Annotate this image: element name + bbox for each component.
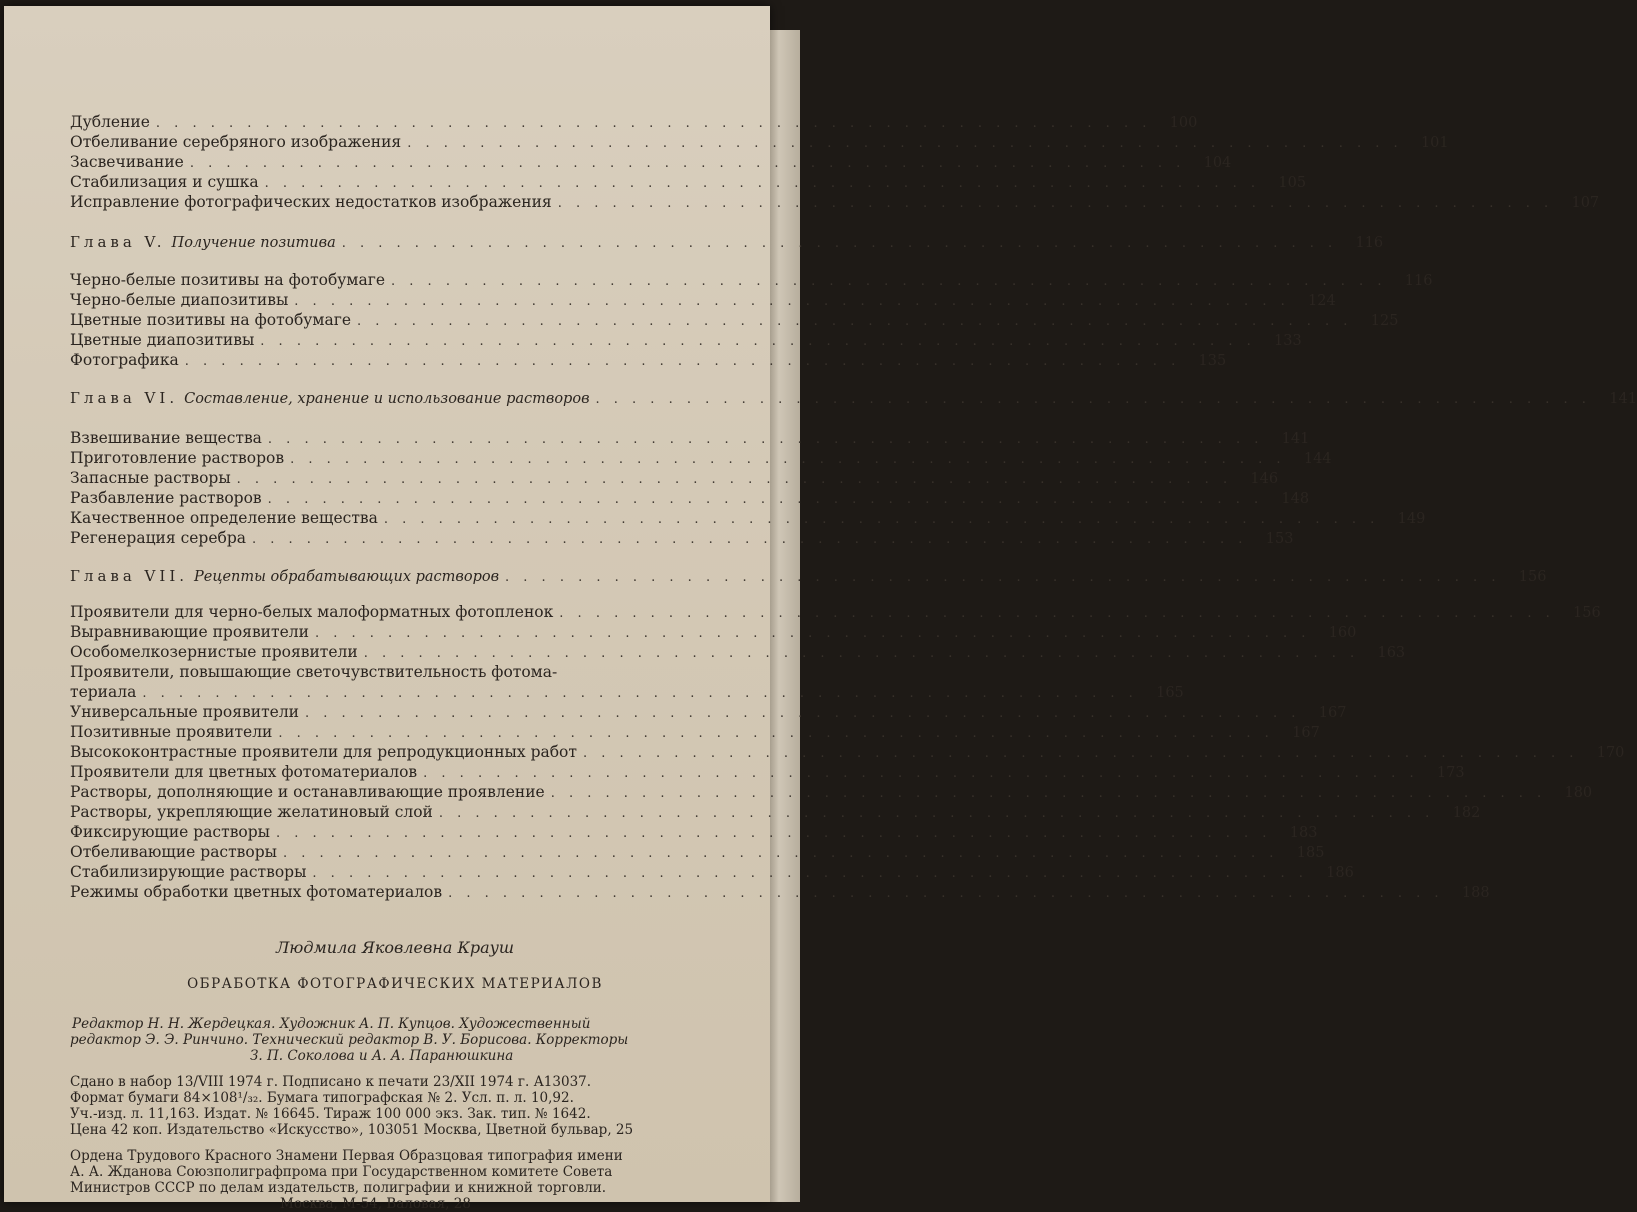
toc-page-number: 135 [1198,353,1227,369]
dot-leader: . . . . . . . . . . . . . . . . . . . . . . . . . . . . . . . . . . . . . . . . . . . . . . . . . . . . . . . [448,886,1444,901]
toc-entry [70,468,1279,488]
toc-entry [70,310,1399,330]
print-details-line: Формат бумаги 84×108¹/₃₂. Бумага типографская № 2. Усл. п. л. 10,92. [70,1090,574,1106]
toc-page-number: 167 [1292,725,1320,741]
toc-entry [70,722,1320,742]
chapter-label: Глава V. [70,233,166,251]
toc-page-number: 180 [1564,785,1593,801]
dot-leader: . . . . . . . . . . . . . . . . . . . . . . . . . . . . . . . . . . . . . . . . . . . . . . . . . . . . . . . [391,274,1387,289]
printer-line: А. А. Жданова Союзполиграфпрома при Государственном комитете Совета [70,1164,613,1180]
toc-entry [70,192,1600,212]
dot-leader: . . . . . . . . . . . . . . . . . . . . . . . . . . . . . . . . . . . . . . . . . . . . . . . . . . . . . . . [314,626,1311,641]
toc-entry-title: Дубление [70,113,150,131]
toc-chapter-heading [70,566,1547,586]
toc-page-number: 149 [1397,511,1426,527]
toc-entry-title: Позитивные проявители [70,723,273,741]
toc-chapter-heading [70,232,1384,252]
printer-line: Министров СССР по делам издательств, полиграфии и книжной торговли. [70,1180,607,1196]
toc-entry [70,488,1310,508]
toc-entry [70,152,1232,172]
toc-entry-title: Растворы, укрепляющие желатиновый слой [70,803,433,821]
toc-entry [70,662,720,682]
printer-line: Ордена Трудового Красного Знамени Первая Образцовая типография имени [70,1148,623,1164]
dot-leader: . . . . . . . . . . . . . . . . . . . . . . . . . . . . . . . . . . . . . . . . . . . . . . . . . . . . . . . [595,392,1591,407]
toc-entry [70,642,1406,662]
toc-entry-title: Стабилизирующие растворы [70,863,307,881]
toc-entry [70,822,1318,842]
dot-leader: . . . . . . . . . . . . . . . . . . . . . . . . . . . . . . . . . . . . . . . . . . . . . . . . . . . . . . . [264,176,1261,191]
dot-leader: . . . . . . . . . . . . . . . . . . . . . . . . . . . . . . . . . . . . . . . . . . . . . . . . . . . . . . . [142,686,1138,701]
dot-leader: . . . . . . . . . . . . . . . . . . . . . . . . . . . . . . . . . . . . . . . . . . . . . . . . . . . . . . . [252,532,1248,547]
toc-entry-title: Приготовление растворов [70,449,285,467]
dot-leader: . . . . . . . . . . . . . . . . . . . . . . . . . . . . . . . . . . . . . . . . . . . . . . . . . . . . . . . [550,786,1547,801]
dot-leader: . . . . . . . . . . . . . . . . . . . . . . . . . . . . . . . . . . . . . . . . . . . . . . . . . . . . . . . [184,354,1181,369]
dot-leader: . . . . . . . . . . . . . . . . . . . . . . . . . . . . . . . . . . . . . . . . . . . . . . . . . . . . . . . [407,136,1403,151]
toc-entry-title: Проявители для цветных фотоматериалов [70,763,418,781]
credits-line: Редактор Н. Н. Жердецкая. Художник А. П. Купцов. Художественный [72,1016,591,1032]
dot-leader: . . . . . . . . . . . . . . . . . . . . . . . . . . . . . . . . . . . . . . . . . . . . . . . . . . . . . . . [357,314,1353,329]
toc-page-number: 153 [1265,531,1294,547]
print-details-line: Уч.-изд. л. 11,163. Издат. № 16645. Тираж 100 000 экз. Зак. тип. № 1642. [70,1106,591,1122]
toc-page-number: 146 [1250,471,1279,487]
chapter-title: Получение позитива [171,235,336,251]
toc-entry-title: Отбеливающие растворы [70,843,278,861]
dot-leader: . . . . . . . . . . . . . . . . . . . . . . . . . . . . . . . . . . . . . . . . . . . . . . . . . . . . . . . [312,866,1308,881]
dot-leader: . . . . . . . . . . . . . . . . . . . . . . . . . . . . . . . . . . . . . . . . . . . . . . . . . . . . . . . [383,512,1380,527]
dot-leader: . . . . . . . . . . . . . . . . . . . . . . . . . . . . . . . . . . . . . . . . . . . . . . . . . . . . . . . [559,606,1555,621]
toc-page-number: 100 [1169,115,1198,131]
dot-leader: . . . . . . . . . . . . . . . . . . . . . . . . . . . . . . . . . . . . . . . . . . . . . . . . . . . . . . . [438,806,1435,821]
toc-entry [70,602,1601,622]
toc-page-number: 141 [1609,391,1637,407]
toc-page-number: 167 [1318,705,1347,721]
toc-entry [70,508,1426,528]
toc-entry [70,842,1325,862]
toc-page-number: 107 [1571,195,1600,211]
toc-page-number: 160 [1328,625,1357,641]
credits-line: редактор Э. Э. Ринчино. Технический редактор В. У. Борисова. Корректоры [70,1032,629,1048]
author-name: Людмила Яковлевна Крауш [275,938,515,957]
dot-leader: . . . . . . . . . . . . . . . . . . . . . . . . . . . . . . . . . . . . . . . . . . . . . . . . . . . . . . . [582,746,1579,761]
toc-page-number: 133 [1274,333,1302,349]
toc-entry [70,622,1357,642]
dot-leader: . . . . . . . . . . . . . . . . . . . . . . . . . . . . . . . . . . . . . . . . . . . . . . . . . . . . . . . [155,116,1152,131]
toc-entry [70,742,1625,762]
dot-leader: . . . . . . . . . . . . . . . . . . . . . . . . . . . . . . . . . . . . . . . . . . . . . . . . . . . . . . . [341,236,1338,251]
toc-entry [70,290,1336,310]
toc-entry-title: Высококонтрастные проявители для репродукционных работ [70,743,577,761]
toc-entry-title: Запасные растворы [70,469,231,487]
toc-entry-title: Цветные позитивы на фотобумаге [70,311,352,329]
toc-entry-title: териала [70,683,137,701]
toc-entry [70,172,1307,192]
toc-page-number: 124 [1308,293,1336,309]
toc-page-number: 156 [1573,605,1601,621]
toc-entry-title: Фиксирующие растворы [70,823,271,841]
toc-entry-title: Отбеливание серебряного изображения [70,133,402,151]
chapter-title: Составление, хранение и использование растворов [184,391,590,407]
dot-leader: . . . . . . . . . . . . . . . . . . . . . . . . . . . . . . . . . . . . . . . . . . . . . . . . . . . . . . . [236,472,1233,487]
toc-page-number: 148 [1281,491,1310,507]
toc-entry-title: Цветные диапозитивы [70,331,255,349]
toc-page-number: 156 [1518,569,1547,585]
toc-entry-title: Засвечивание [70,153,184,171]
toc-page-number: 170 [1596,745,1625,761]
toc-entry-title: Режимы обработки цветных фотоматериалов [70,883,443,901]
toc-entry [70,330,1302,350]
toc-entry [70,350,1227,370]
toc-entry-title: Разбавление растворов [70,489,262,507]
toc-entry [70,802,1481,822]
dot-leader: . . . . . . . . . . . . . . . . . . . . . . . . . . . . . . . . . . . . . . . . . . . . . . . . . . . . . . . [283,846,1279,861]
toc-entry [70,882,1490,902]
toc-entry [70,762,1465,782]
toc-chapter-heading [70,388,1637,408]
toc-entry [70,682,1184,702]
dot-leader: . . . . . . . . . . . . . . . . . . . . . . . . . . . . . . . . . . . . . . . . . . . . . . . . . . . . . . . [267,492,1264,507]
toc-entry-title: Проявители для черно-белых малоформатных фотопленок [70,603,554,621]
dot-leader: . . . . . . . . . . . . . . . . . . . . . . . . . . . . . . . . . . . . . . . . . . . . . . . . . . . . . . . [423,766,1419,781]
toc-entry-title: Стабилизация и сушка [70,173,259,191]
dot-leader: . . . . . . . . . . . . . . . . . . . . . . . . . . . . . . . . . . . . . . . . . . . . . . . . . . . . . . . [260,334,1256,349]
toc-entry [70,702,1347,722]
toc-entry [70,782,1593,802]
toc-entry-title: Выравнивающие проявители [70,623,309,641]
chapter-title: Рецепты обрабатывающих растворов [194,569,500,585]
credits-line: З. П. Соколова и А. А. Паранюшкина [250,1048,514,1064]
dot-leader: . . . . . . . . . . . . . . . . . . . . . . . . . . . . . . . . . . . . . . . . . . . . . . . . . . . . . . . [290,452,1286,467]
toc-page-number: 173 [1436,765,1465,781]
toc-page-number: 104 [1203,155,1232,171]
toc-page-number: 144 [1303,451,1332,467]
toc-entry [70,528,1294,548]
toc-entry-title: Универсальные проявители [70,703,300,721]
print-details-line: Сдано в набор 13/VIII 1974 г. Подписано к печати 23/XII 1974 г. А13037. [70,1074,592,1090]
dot-leader: . . . . . . . . . . . . . . . . . . . . . . . . . . . . . . . . . . . . . . . . . . . . . . . . . . . . . . . [294,294,1290,309]
dot-leader: . . . . . . . . . . . . . . . . . . . . . . . . . . . . . . . . . . . . . . . . . . . . . . . . . . . . . . . [276,826,1272,841]
book-title: ОБРАБОТКА ФОТОГРАФИЧЕСКИХ МАТЕРИАЛОВ [187,976,603,992]
dot-leader: . . . . . . . . . . . . . . . . . . . . . . . . . . . . . . . . . . . . . . . . . . . . . . . . . . . . . . . [557,196,1554,211]
toc-page-number: 185 [1296,845,1325,861]
toc-entry-title: Фотографика [70,351,179,369]
dot-leader: . . . . . . . . . . . . . . . . . . . . . . . . . . . . . . . . . . . . . . . . . . . . . . . . . . . . . . . [278,726,1274,741]
toc-entry [70,270,1433,290]
toc-page-number: 116 [1355,235,1384,251]
dot-leader: . . . . . . . . . . . . . . . . . . . . . . . . . . . . . . . . . . . . . . . . . . . . . . . . . . . . . . . [305,706,1301,721]
toc-entry [70,132,1449,152]
chapter-label: Глава VII. [70,567,189,585]
toc-entry-title: Черно-белые позитивы на фотобумаге [70,271,386,289]
dot-leader: . . . . . . . . . . . . . . . . . . . . . . . . . . . . . . . . . . . . . . . . . . . . . . . . . . . . . . . [267,432,1264,447]
dot-leader: . . . . . . . . . . . . . . . . . . . . . . . . . . . . . . . . . . . . . . . . . . . . . . . . . . . . . . . [363,646,1360,661]
toc-entry-title: Взвешивание вещества [70,429,262,447]
toc-page-number: 125 [1370,313,1399,329]
toc-entry-title: Исправление фотографических недостатков изображения [70,193,552,211]
toc-entry [70,448,1332,468]
toc-entry [70,428,1310,448]
dot-leader: . . . . . . . . . . . . . . . . . . . . . . . . . . . . . . . . . . . . . . . . . . . . . . . . . . . . . . . [189,156,1186,171]
printer-line: Москва, М-54, Валовая, 28 [280,1196,471,1212]
toc-page-number: 183 [1289,825,1318,841]
toc-entry-title: Регенерация серебра [70,529,247,547]
print-details-line: Цена 42 коп. Издательство «Искусство», 103051 Москва, Цветной бульвар, 25 [70,1122,634,1138]
toc-page-number: 116 [1404,273,1433,289]
toc-page-number: 165 [1156,685,1184,701]
toc-page-number: 141 [1281,431,1310,447]
toc-page-number: 186 [1326,865,1354,881]
toc-entry-title: Черно-белые диапозитивы [70,291,289,309]
toc-entry [70,112,1198,132]
toc-page-number: 188 [1461,885,1490,901]
toc-page-number: 105 [1278,175,1307,191]
dot-leader: . . . . . . . . . . . . . . . . . . . . . . . . . . . . . . . . . . . . . . . . . . . . . . . . . . . . . . . [505,570,1501,585]
toc-page-number: 182 [1452,805,1481,821]
toc-page-number: 101 [1420,135,1449,151]
toc-page-number: 163 [1377,645,1406,661]
toc-entry-title: Качественное определение вещества [70,509,378,527]
toc-entry [70,862,1354,882]
chapter-label: Глава VI. [70,389,179,407]
toc-entry-title: Особомелкозернистые проявители [70,643,358,661]
toc-entry-title: Растворы, дополняющие и останавливающие проявление [70,783,545,801]
toc-entry-title: Проявители, повышающие светочувствительность фотома- [70,663,558,681]
